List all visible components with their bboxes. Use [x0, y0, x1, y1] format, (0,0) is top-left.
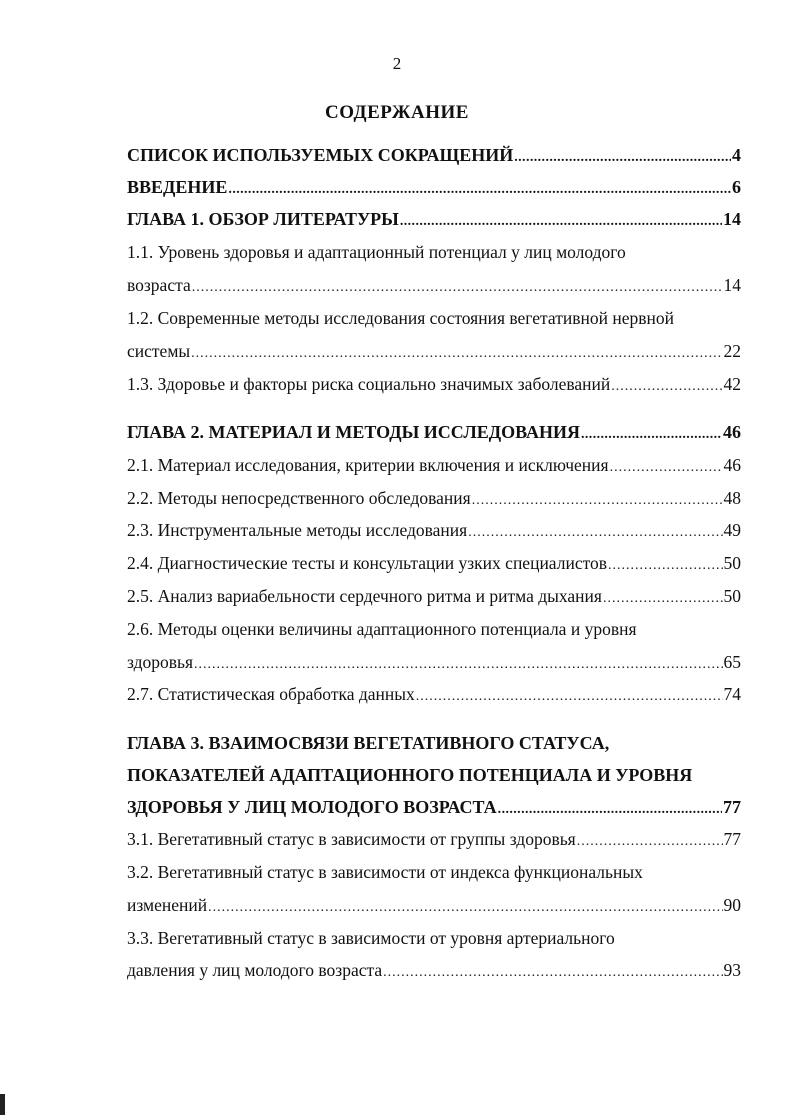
- scan-edge-mark: [0, 1094, 5, 1115]
- dot-leader: [608, 558, 722, 574]
- toc-entry-title-line1: 3.3. Вегетативный статус в зависимости от уровня артериального: [127, 928, 615, 948]
- toc-entry-page: 14: [723, 209, 741, 229]
- toc-entry-3-2[interactable]: [127, 862, 741, 888]
- dot-leader: [577, 834, 723, 850]
- dot-leader: [383, 965, 722, 981]
- toc-entry-2-3[interactable]: [127, 520, 741, 546]
- toc-entry-page: 50: [723, 553, 741, 573]
- dot-leader: [514, 150, 731, 166]
- dot-leader: [581, 427, 722, 443]
- toc-entry-page: 14: [723, 275, 741, 295]
- toc-entry-2-6[interactable]: [127, 619, 741, 645]
- dot-leader: [194, 657, 722, 673]
- toc-entry-1-1-cont[interactable]: [127, 275, 741, 301]
- toc-entry-title-line2: системы: [127, 341, 191, 361]
- toc-entry-page: 77: [723, 829, 741, 849]
- toc-entry-title-line1: 3.2. Вегетативный статус в зависимости от индекса функциональных: [127, 862, 643, 882]
- page-number: 2: [392, 54, 402, 73]
- toc-entry-title: СПИСОК ИСПОЛЬЗУЕМЫХ СОКРАЩЕНИЙ: [127, 145, 514, 165]
- toc-entry-page: 22: [723, 341, 741, 361]
- toc-entry-title-line2: изменений: [127, 895, 208, 915]
- toc-entry-page: 93: [723, 960, 741, 980]
- toc-entry-title-line2: здоровья: [127, 652, 194, 672]
- dot-leader: [603, 591, 723, 607]
- toc-entry-title: 2.7. Статистическая обработка данных: [127, 684, 415, 704]
- toc-entry-title-line1: 2.6. Методы оценки величины адаптационного потенциала и уровня: [127, 619, 637, 639]
- toc-entry-title: ГЛАВА 1. ОБЗОР ЛИТЕРАТУРЫ: [127, 209, 399, 229]
- toc-entry-title-line2: давления у лиц молодого возраста: [127, 960, 383, 980]
- toc-entry-3-3[interactable]: [127, 928, 741, 954]
- dot-leader: [468, 525, 722, 541]
- toc-entry-title: ВВЕДЕНИЕ: [127, 177, 228, 197]
- toc-entry-chapter-3[interactable]: [127, 733, 741, 759]
- toc-entry-page: 6: [732, 177, 741, 197]
- toc-entry-title: 1.3. Здоровье и факторы риска социально значимых заболеваний: [127, 374, 611, 394]
- toc-entry-title-line1: ГЛАВА 3. ВЗАИМОСВЯЗИ ВЕГЕТАТИВНОГО СТАТУСА,: [127, 733, 610, 753]
- toc-entry-2-2[interactable]: [127, 488, 741, 514]
- toc-entry-1-1[interactable]: [127, 242, 741, 268]
- toc-entry-title: 2.2. Методы непосредственного обследования: [127, 488, 471, 508]
- toc-entry-title: 2.3. Инструментальные методы исследования: [127, 520, 468, 540]
- dot-leader: [611, 379, 722, 395]
- toc-entry-chapter-2[interactable]: [127, 422, 741, 448]
- toc-entry-page: 49: [723, 520, 741, 540]
- toc-entry-2-5[interactable]: [127, 586, 741, 612]
- toc-entry-chapter-3-cont2[interactable]: [127, 797, 741, 823]
- toc-entry-3-3-cont[interactable]: [127, 960, 741, 986]
- toc-entry-2-7[interactable]: [127, 684, 741, 710]
- toc-entry-1-2[interactable]: [127, 308, 741, 334]
- toc-entry-abbreviations[interactable]: [127, 145, 741, 171]
- table-of-contents: [127, 0, 741, 1115]
- toc-entry-1-3[interactable]: [127, 374, 741, 400]
- toc-entry-page: 90: [723, 895, 741, 915]
- toc-entry-page: 48: [723, 488, 741, 508]
- toc-entry-page: 42: [723, 374, 741, 394]
- dot-leader: [208, 900, 722, 916]
- dot-leader: [472, 493, 723, 509]
- toc-entry-title: 2.1. Материал исследования, критерии включения и исключения: [127, 455, 609, 475]
- toc-entry-3-2-cont[interactable]: [127, 895, 741, 921]
- toc-entry-chapter-1[interactable]: [127, 209, 741, 235]
- toc-entry-introduction[interactable]: [127, 177, 741, 203]
- toc-entry-page: 4: [732, 145, 741, 165]
- toc-entry-page: 46: [723, 422, 741, 442]
- toc-entry-title: 2.5. Анализ вариабельности сердечного ритма и ритма дыхания: [127, 586, 602, 606]
- dot-leader: [191, 346, 722, 362]
- toc-entry-title-line1: 1.2. Современные методы исследования состояния вегетативной нервной: [127, 308, 674, 328]
- toc-entry-1-2-cont[interactable]: [127, 341, 741, 367]
- dot-leader: [416, 689, 723, 705]
- toc-entry-page: 65: [723, 652, 741, 672]
- toc-entry-page: 77: [723, 797, 741, 817]
- toc-entry-page: 74: [723, 684, 741, 704]
- page-title: СОДЕРЖАНИЕ: [325, 102, 469, 123]
- toc-entry-2-1[interactable]: [127, 455, 741, 481]
- dot-leader: [192, 280, 723, 296]
- toc-entry-page: 50: [723, 586, 741, 606]
- toc-entry-title-line3: ЗДОРОВЬЯ У ЛИЦ МОЛОДОГО ВОЗРАСТА: [127, 797, 497, 817]
- toc-entry-title-line2: ПОКАЗАТЕЛЕЙ АДАПТАЦИОННОГО ПОТЕНЦИАЛА И УРОВНЯ: [127, 765, 693, 785]
- toc-entry-3-1[interactable]: [127, 829, 741, 855]
- toc-entry-2-6-cont[interactable]: [127, 652, 741, 678]
- dot-leader: [228, 182, 731, 198]
- toc-entry-title: 2.4. Диагностические тесты и консультации узких специалистов: [127, 553, 608, 573]
- toc-entry-2-4[interactable]: [127, 553, 741, 579]
- toc-entry-title: ГЛАВА 2. МАТЕРИАЛ И МЕТОДЫ ИССЛЕДОВАНИЯ: [127, 422, 580, 442]
- toc-entry-title-line2: возраста: [127, 275, 191, 295]
- toc-entry-chapter-3-cont1[interactable]: [127, 765, 741, 791]
- dot-leader: [498, 802, 722, 818]
- dot-leader: [610, 460, 723, 476]
- dot-leader: [400, 214, 722, 230]
- toc-entry-title: 3.1. Вегетативный статус в зависимости от группы здоровья: [127, 829, 576, 849]
- toc-entry-page: 46: [723, 455, 741, 475]
- toc-entry-title-line1: 1.1. Уровень здоровья и адаптационный потенциал у лиц молодого: [127, 242, 626, 262]
